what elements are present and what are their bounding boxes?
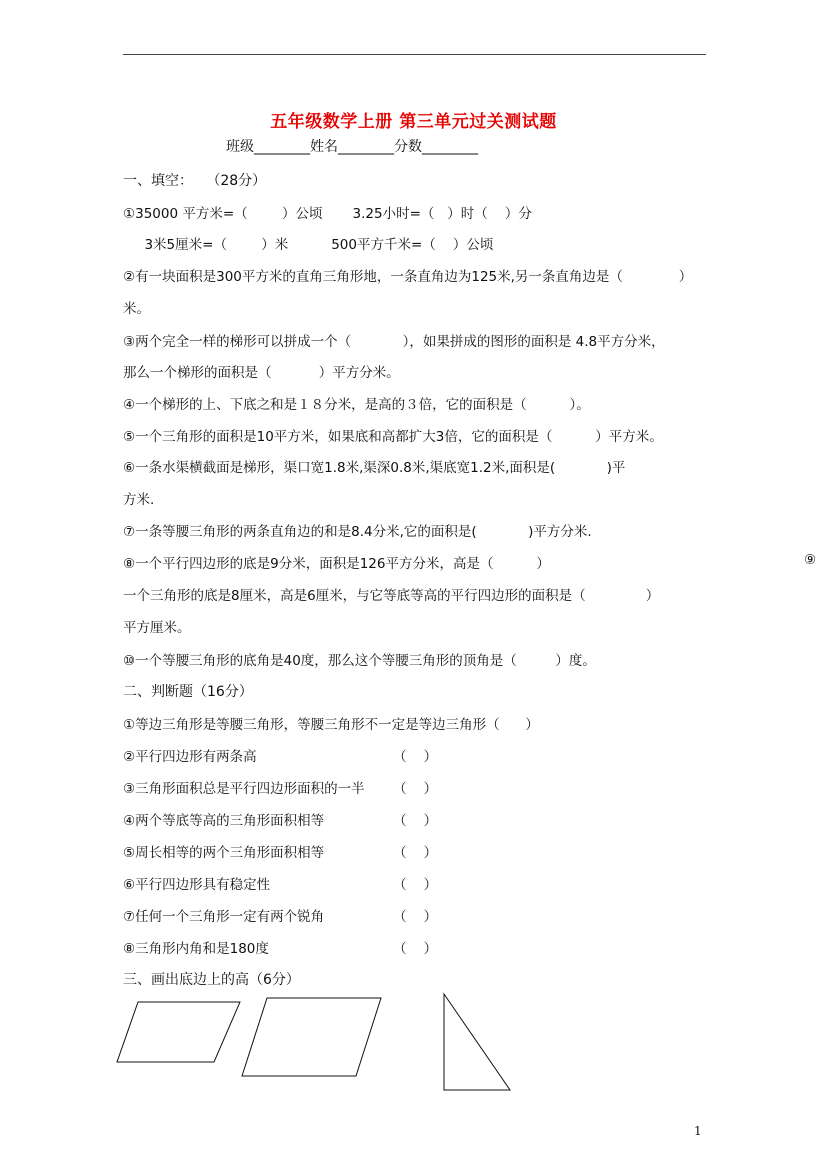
- fill-line-9: ⑥一条水渠横截面是梯形，渠口宽1.8米,渠深0.8米,渠底宽1.2米,面积是( )平: [123, 460, 626, 476]
- parallelogram-1: [117, 1002, 240, 1062]
- fill-line-8: ⑤一个三角形的面积是10平方米，如果底和高都扩大3倍，它的面积是（ ）平方米。: [123, 429, 663, 445]
- section-draw-heading: 三、画出底边上的高（6分）: [123, 972, 300, 988]
- fill-line-15: ⑩一个等腰三角形的底角是40度，那么这个等腰三角形的顶角是（ ）度。: [123, 653, 596, 669]
- judge-answer-2: （ ）: [393, 749, 438, 765]
- fill-line-10: 方米.: [123, 492, 155, 508]
- fill-line-12: ⑧一个平行四边形的底是9分米，面积是126平方分米，高是（ ）: [123, 556, 550, 572]
- fill-line-4: 米。: [123, 301, 150, 317]
- judge-item-2: ②平行四边形有两条高: [123, 749, 257, 765]
- judge-answer-5: （ ）: [393, 845, 438, 861]
- parallelogram-2: [242, 998, 381, 1076]
- page-number: 1: [694, 1124, 702, 1138]
- fill-line-5: ③两个完全一样的梯形可以拼成一个（ ），如果拼成的图形的面积是 4.8平方分米，: [123, 334, 665, 350]
- judge-item-7: ⑦任何一个三角形一定有两个锐角: [123, 909, 325, 925]
- fill-line-2: 3米5厘米=（ ）米 500平方千米=（ ）公顷: [123, 237, 494, 253]
- judge-item-4: ④两个等底等高的三角形面积相等: [123, 813, 325, 829]
- judge-item-6: ⑥平行四边形具有稳定性: [123, 877, 271, 893]
- judge-item-1: ①等边三角形是等腰三角形，等腰三角形不一定是等边三角形（ ）: [123, 717, 539, 733]
- judge-answer-8: （ ）: [393, 941, 438, 957]
- right-triangle: [444, 994, 510, 1090]
- judge-answer-3: （ ）: [393, 781, 438, 797]
- fill-line-11: ⑦一条等腰三角形的两条直角边的和是8.4分米,它的面积是( )平方分米.: [123, 524, 592, 540]
- student-info-line: 班级________姓名________分数________: [226, 139, 478, 155]
- fill-line-14: 平方厘米。: [123, 620, 191, 636]
- fill-line-3: ②有一块面积是300平方米的直角三角形地，一条直角边为125米,另一条直角边是（ ）: [123, 269, 693, 285]
- section-judge-heading: 二、判断题（16分）: [123, 684, 253, 700]
- judge-answer-6: （ ）: [393, 877, 438, 893]
- fill-line-6: 那么一个梯形的面积是（ ）平方分米。: [123, 365, 400, 381]
- page-title: 五年级数学上册 第三单元过关测试题: [270, 112, 557, 132]
- fill-line-13: 一个三角形的底是8厘米，高是6厘米，与它等底等高的平行四边形的面积是（ ）: [123, 588, 660, 604]
- judge-item-3: ③三角形面积总是平行四边形面积的一半: [123, 781, 365, 797]
- fill-line-7: ④一个梯形的上、下底之和是１８分米，是高的３倍，它的面积是（ ）。: [123, 397, 590, 413]
- judge-item-5: ⑤周长相等的两个三角形面积相等: [123, 845, 325, 861]
- item-9-marker: ⑨: [804, 552, 817, 568]
- judge-item-8: ⑧三角形内角和是180度: [123, 941, 269, 957]
- fill-line-1: ①35000 平方米=（ ）公顷 3.25小时=（ ）时（ ）分: [123, 206, 532, 222]
- section-fill-heading: 一、填空： （28分）: [123, 173, 267, 189]
- judge-answer-4: （ ）: [393, 813, 438, 829]
- judge-answer-7: （ ）: [393, 909, 438, 925]
